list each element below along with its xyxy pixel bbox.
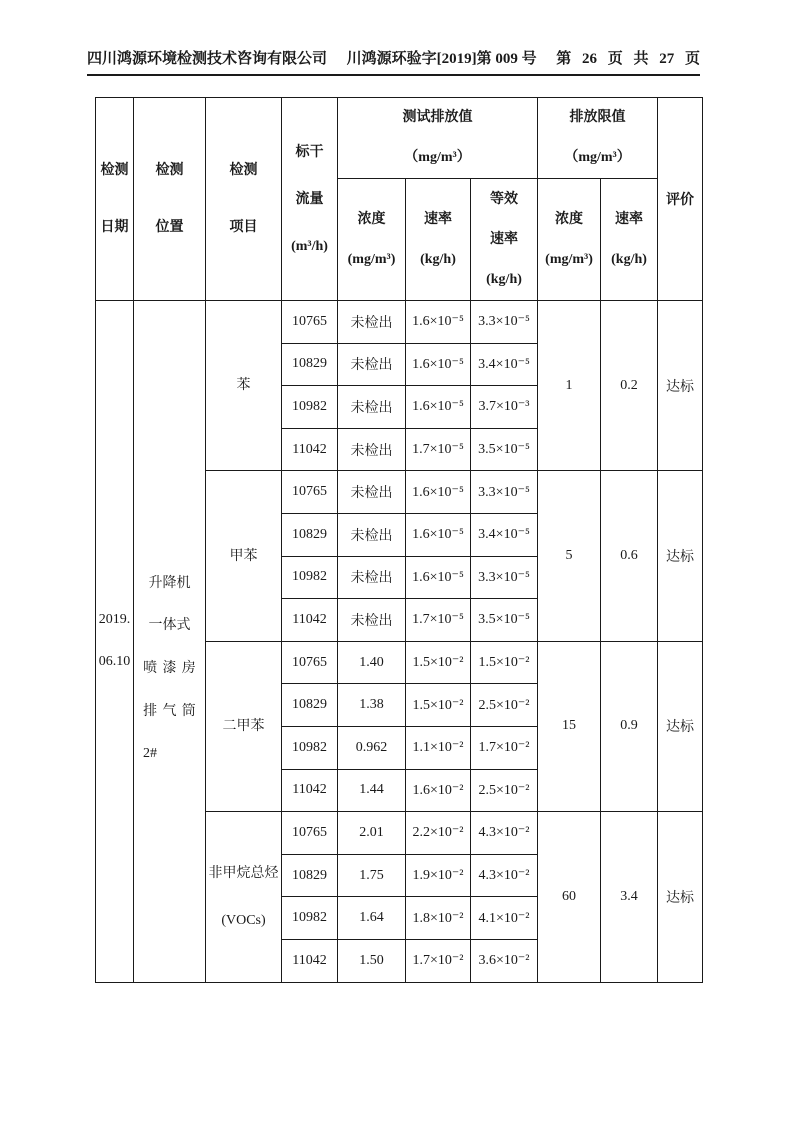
company-name: 四川鸿源环境检测技术咨询有限公司 [87,51,328,67]
concentration-cell: 未检出 [338,428,406,471]
equivalent-rate-cell: 3.4×10⁻⁵ [471,513,538,556]
date-line: 2019. [98,611,131,627]
flow-cell: 10829 [282,854,338,897]
col-header-limit-concentration [538,179,601,301]
header-line: 速率 [490,231,519,247]
rate-cell: 1.5×10⁻² [406,641,471,684]
page-header [87,47,700,76]
concentration-cell: 未检出 [338,599,406,642]
evaluation-cell: 达标 [658,641,703,811]
flow-cell: 10982 [282,897,338,940]
col-header-rate [406,179,471,301]
concentration-cell: 1.38 [338,684,406,727]
evaluation-cell: 达标 [658,812,703,982]
col-header-flow [282,98,338,301]
concentration-cell: 未检出 [338,343,406,386]
limit-concentration-cell: 1 [538,301,601,471]
group-unit: （mg/m³） [404,150,471,165]
date-line: 06.10 [98,654,131,670]
col-header-evaluation [658,98,703,301]
group-header-test-values [338,98,538,179]
flow-cell: 11042 [282,939,338,982]
location-line: 喷漆房 [143,660,202,676]
header-row-1 [96,98,703,179]
limit-concentration-cell: 60 [538,812,601,982]
concentration-cell: 1.40 [338,641,406,684]
flow-cell: 10829 [282,513,338,556]
rate-cell: 1.6×10⁻⁵ [406,343,471,386]
rate-cell: 1.6×10⁻⁵ [406,471,471,514]
header-line: (kg/h) [420,251,456,267]
equivalent-rate-cell: 3.3×10⁻⁵ [471,301,538,344]
rate-cell: 1.6×10⁻² [406,769,471,812]
date-cell [96,301,134,983]
group-unit: （mg/m³） [564,150,631,165]
flow-cell: 10982 [282,726,338,769]
col-header-item [206,98,282,301]
flow-cell: 11042 [282,769,338,812]
header-line: 日期 [100,220,129,235]
equivalent-rate-cell: 3.6×10⁻² [471,939,538,982]
header-line: 速率 [615,211,644,227]
item-cell: 甲苯 [206,471,282,641]
rate-cell: 1.6×10⁻⁵ [406,301,471,344]
flow-cell: 10829 [282,684,338,727]
limit-rate-cell: 3.4 [601,812,658,982]
concentration-cell: 1.44 [338,769,406,812]
col-header-equivalent-rate [471,179,538,301]
concentration-cell: 未检出 [338,471,406,514]
equivalent-rate-cell: 3.7×10⁻³ [471,386,538,429]
flow-cell: 10765 [282,812,338,855]
header-line: 等效 [490,191,519,207]
concentration-cell: 未检出 [338,386,406,429]
flow-cell: 10765 [282,641,338,684]
limit-concentration-cell: 15 [538,641,601,811]
header-line: 检测 [100,163,129,178]
location-cell [134,301,206,983]
location-line: 排气筒 [143,703,202,719]
header-line: 检测 [155,163,184,178]
item-cell: 苯 [206,301,282,471]
flow-cell: 10765 [282,471,338,514]
rate-cell: 1.8×10⁻² [406,897,471,940]
header-line: 速率 [424,211,452,227]
rate-cell: 1.6×10⁻⁵ [406,386,471,429]
group-header-emission-limits [538,98,658,179]
equivalent-rate-cell: 1.7×10⁻² [471,726,538,769]
col-header-concentration [338,179,406,301]
location-line: 2# [143,746,157,762]
concentration-cell: 1.64 [338,897,406,940]
equivalent-rate-cell: 4.3×10⁻² [471,812,538,855]
equivalent-rate-cell: 3.4×10⁻⁵ [471,343,538,386]
equivalent-rate-cell: 3.3×10⁻⁵ [471,556,538,599]
group-title: 排放限值 [569,110,626,125]
header-line: 标干 [295,144,324,160]
table-row [96,301,703,344]
page-number: 第 26 页 共 27 页 [556,51,700,67]
equivalent-rate-cell: 2.5×10⁻² [471,769,538,812]
flow-cell: 11042 [282,599,338,642]
location-line: 升降机 [148,575,191,591]
col-header-location [134,98,206,301]
equivalent-rate-cell: 3.5×10⁻⁵ [471,428,538,471]
equivalent-rate-cell: 4.3×10⁻² [471,854,538,897]
concentration-cell: 0.962 [338,726,406,769]
rate-cell: 1.1×10⁻² [406,726,471,769]
evaluation-cell: 达标 [658,301,703,471]
limit-rate-cell: 0.2 [601,301,658,471]
header-line: 检测 [229,163,258,178]
rate-cell: 1.7×10⁻² [406,939,471,982]
header-line: 位置 [155,220,184,235]
limit-rate-cell: 0.6 [601,471,658,641]
item-cell: 二甲苯 [206,641,282,811]
header-line: 浓度 [357,211,386,227]
rate-cell: 1.6×10⁻⁵ [406,556,471,599]
header-line: (m³/h) [291,238,328,254]
flow-cell: 11042 [282,428,338,471]
col-header-limit-rate [601,179,658,301]
document-number: 川鸿源环验字[2019]第 009 号 [346,51,537,67]
rate-cell: 1.7×10⁻⁵ [406,599,471,642]
equivalent-rate-cell: 1.5×10⁻² [471,641,538,684]
header-line: (mg/m³) [545,251,593,267]
flow-cell: 10982 [282,386,338,429]
flow-cell: 10829 [282,343,338,386]
header-line: 项目 [229,220,258,235]
equivalent-rate-cell: 3.3×10⁻⁵ [471,471,538,514]
header-line: (kg/h) [486,271,522,287]
limit-concentration-cell: 5 [538,471,601,641]
rate-cell: 1.5×10⁻² [406,684,471,727]
group-title: 测试排放值 [402,110,473,125]
flow-cell: 10982 [282,556,338,599]
rate-cell: 1.7×10⁻⁵ [406,428,471,471]
equivalent-rate-cell: 2.5×10⁻² [471,684,538,727]
rate-cell: 2.2×10⁻² [406,812,471,855]
header-line: 评价 [666,193,695,208]
concentration-cell: 未检出 [338,301,406,344]
item-cell: 非甲烷总烃(VOCs) [206,812,282,982]
equivalent-rate-cell: 4.1×10⁻² [471,897,538,940]
header-line: (kg/h) [611,251,647,267]
evaluation-cell: 达标 [658,471,703,641]
location-lines [134,507,205,776]
concentration-cell: 未检出 [338,556,406,599]
header-line: 流量 [295,191,324,207]
equivalent-rate-cell: 3.5×10⁻⁵ [471,599,538,642]
header-line: 浓度 [555,211,584,227]
results-table [95,97,703,983]
rate-cell: 1.9×10⁻² [406,854,471,897]
concentration-cell: 1.75 [338,854,406,897]
header-line: (mg/m³) [347,251,396,267]
concentration-cell: 未检出 [338,513,406,556]
concentration-cell: 1.50 [338,939,406,982]
col-header-date [96,98,134,301]
location-line: 一体式 [148,618,191,634]
flow-cell: 10765 [282,301,338,344]
limit-rate-cell: 0.9 [601,641,658,811]
concentration-cell: 2.01 [338,812,406,855]
rate-cell: 1.6×10⁻⁵ [406,513,471,556]
